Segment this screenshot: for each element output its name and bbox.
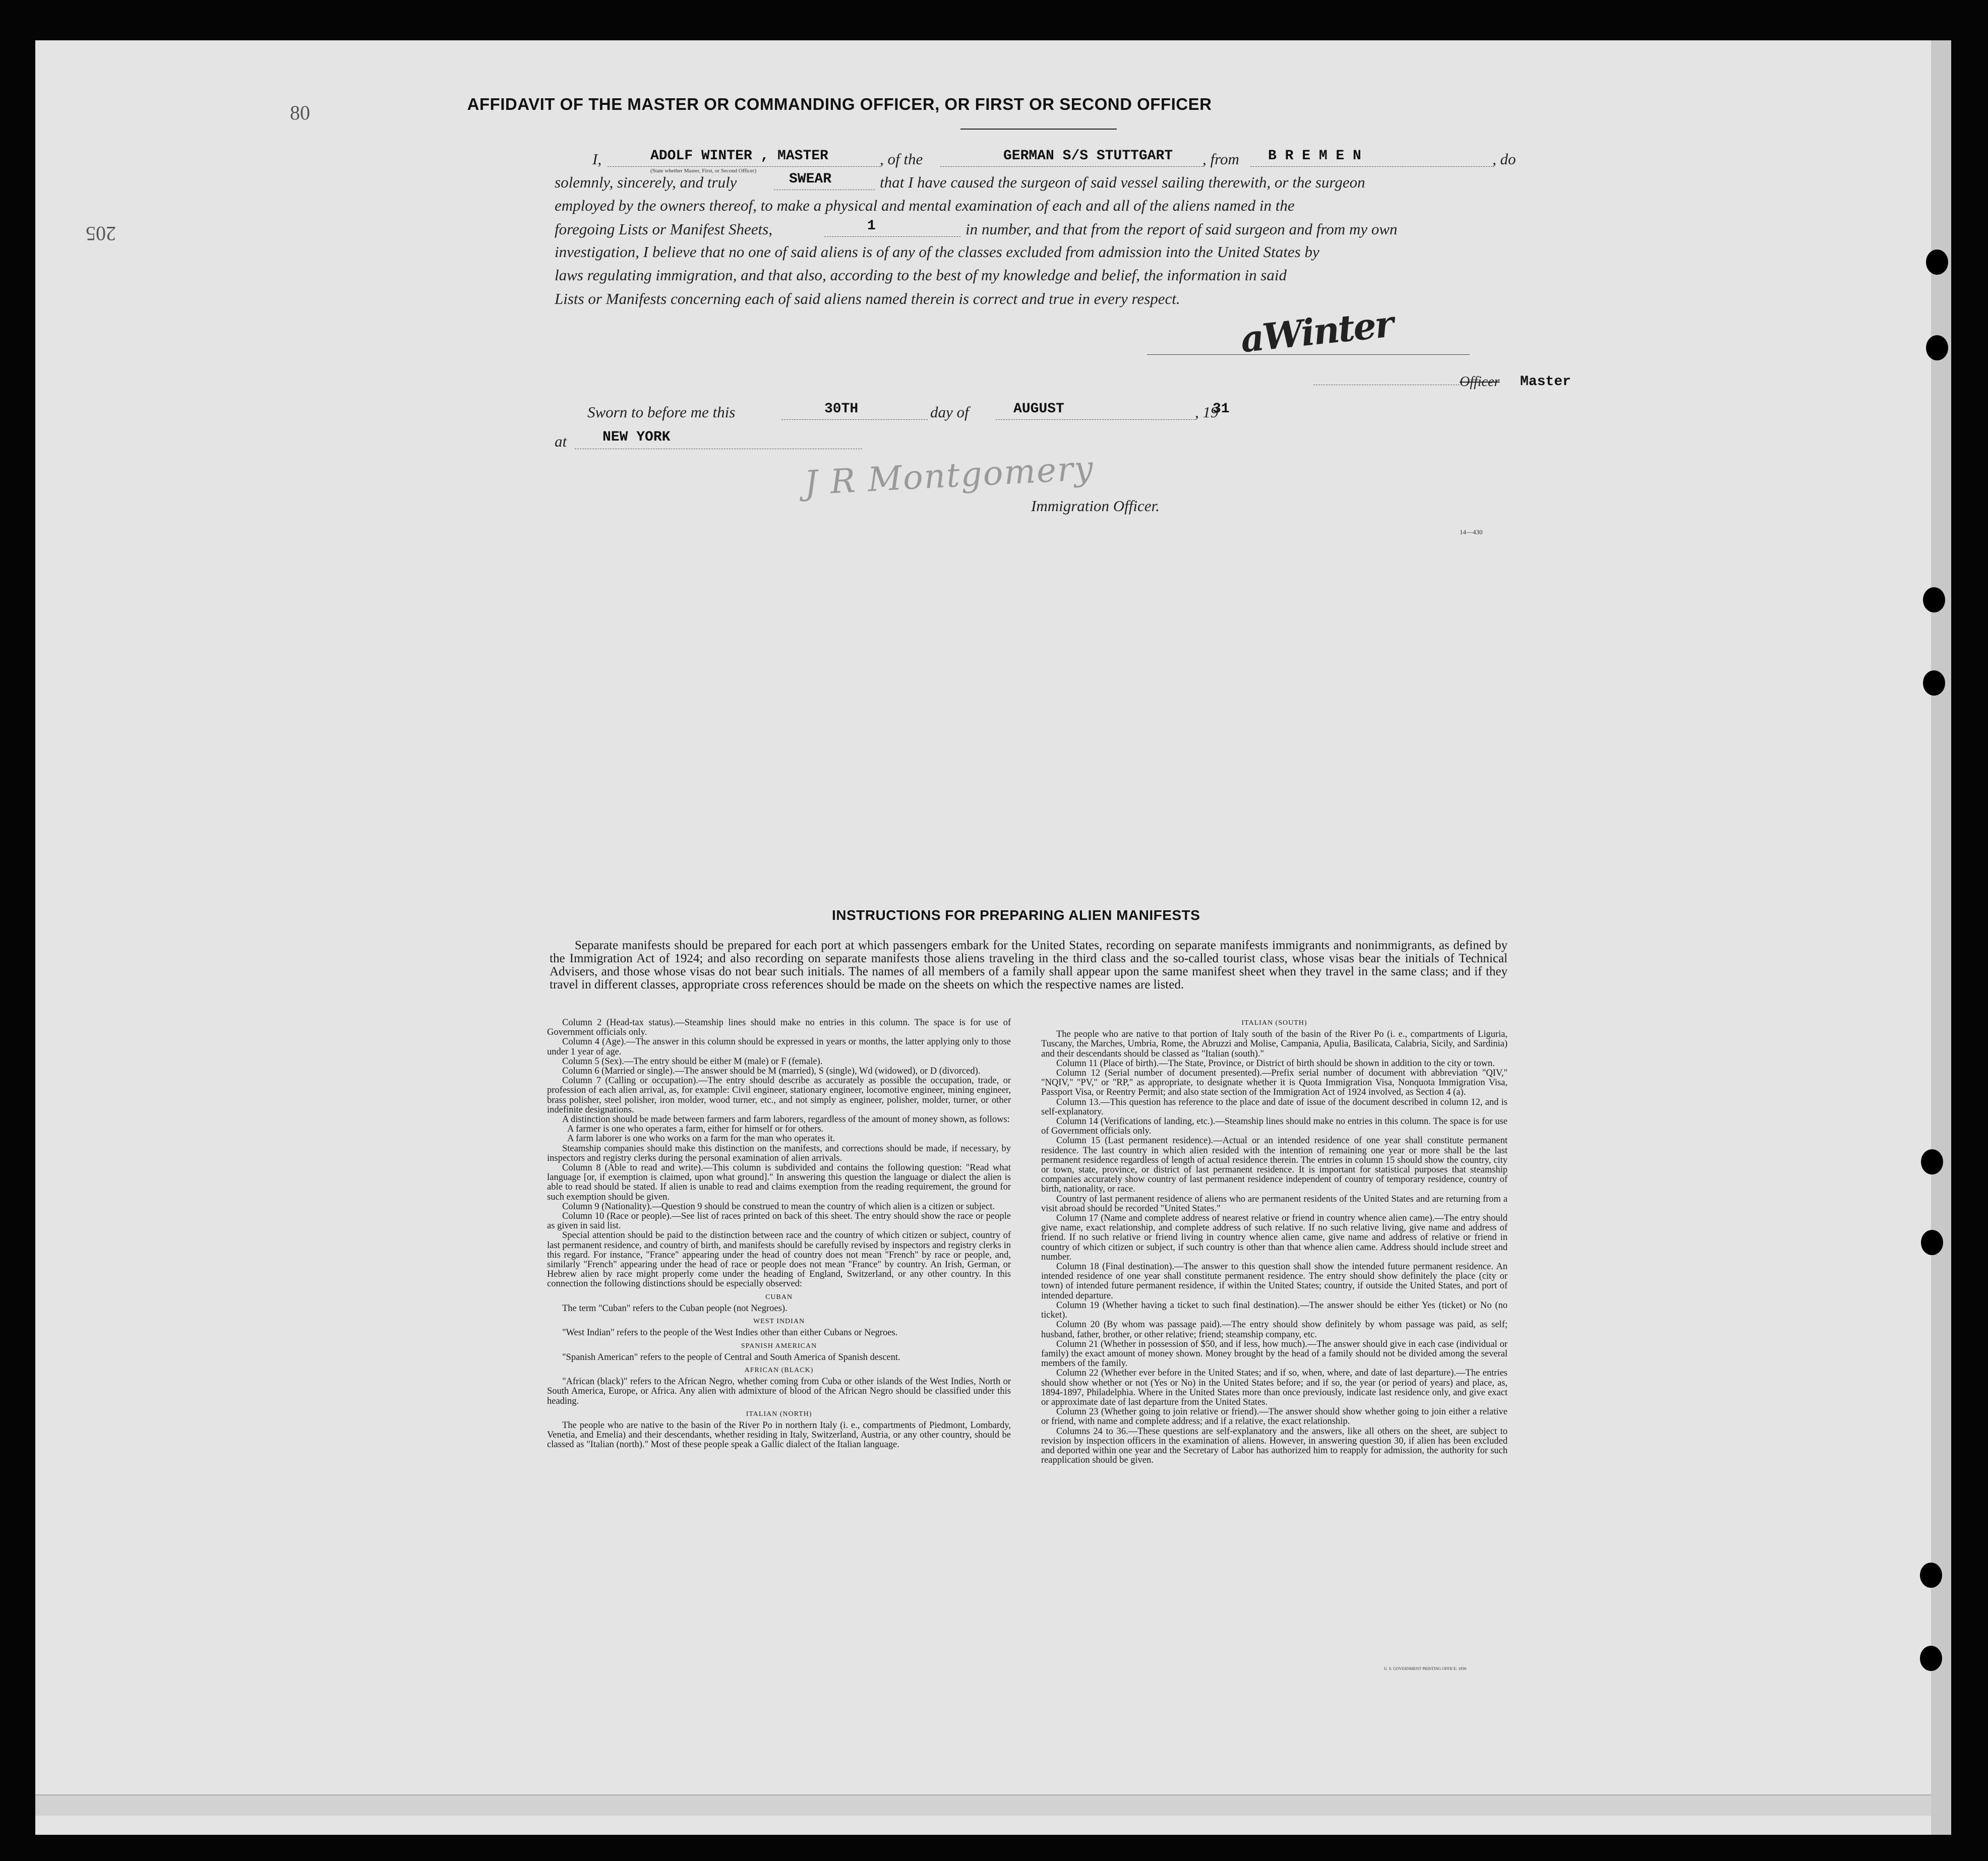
- binder-hole: [1921, 1149, 1943, 1174]
- manifest-sheet: [35, 40, 1933, 1835]
- margin-number-left: 205: [86, 222, 116, 245]
- title-underline: [960, 129, 1117, 130]
- instruction-paragraph: Column 7 (Calling or occupation).—The entry should describe as accurately as possible the occupation, trade, or profession of each alien arrival, as, for example: Civil engineer, stationary engineer, locomotive engineer, mining engineer, brass polisher, steel polisher, iron molder, wood turner, etc., and not simply as engineer, polisher, molder, turner, or other indefinite designations.: [547, 1076, 1011, 1115]
- sworn-day-of: day of: [930, 403, 969, 421]
- master-signature: aWinter: [1238, 302, 1395, 361]
- affidavit-do: , do: [1492, 150, 1516, 168]
- instructions-left-column: [547, 1018, 1011, 1450]
- instruction-paragraph: Column 19 (Whether having a ticket to such final destination).—The answer should be either Yes (ticket) or No (no ticket).: [1041, 1300, 1508, 1321]
- binder-hole: [1920, 1646, 1942, 1671]
- officer-signature: J R Montgomery: [803, 449, 1095, 503]
- section-heading: AFRICAN (BLACK): [744, 1366, 814, 1374]
- sheet-count: 1: [867, 218, 876, 234]
- instruction-paragraph: Column 13.—This question has reference to the place and date of issue of the document described in column 12, and is self-explanatory.: [1041, 1097, 1508, 1117]
- affidavit-line6: laws regulating immigration, and that also, according to the best of my knowledge and belief, the information in said: [555, 266, 1287, 284]
- instruction-paragraph: A distinction should be made between farmers and farm laborers, regardless of the amount of money shown, as follows:: [562, 1114, 1010, 1125]
- instruction-paragraph: Special attention should be paid to the distinction between race and the country of which citizen or subject, country of last permanent residence, and country of birth, and manifests should be carefully revised by inspectors and registry clerks in this regard. For instance, "France" appearing under the head of country does not mean "French" by race or people, and, similarly "French" appearing under the head of race or people does not mean "France" by country. An Irish, German, or Hebrew alien by race might properly come under the heading of England, Switzerland, or any other country. In this connection the following distinctions should be especially observed:: [547, 1230, 1011, 1289]
- affidavit-line7: Lists or Manifests concerning each of said aliens named therein is correct and true in every respect.: [555, 290, 1180, 307]
- instruction-paragraph: Steamship companies should make this distinction on the manifests, and corrections should be made, if necessary, by inspectors and registry clerks during the personal examination of alien arrivals.: [547, 1143, 1011, 1163]
- instruction-paragraph: The people who are native to that portion of Italy south of the basin of the River Po (i. e., compartments of Liguria, Tuscany, the Marches, Umbria, Rome, the Abruzzi and Molise, Campania, Apulia, Basilicata, Calabria, Sicily, and Sardinia) and their descendants should be classed as "Italian (south).": [1041, 1029, 1508, 1059]
- section-heading: ITALIAN (NORTH): [746, 1410, 812, 1418]
- instructions-right-column: [1041, 1018, 1508, 1465]
- role-hint: (State whether Master, First, or Second Officer): [650, 168, 757, 174]
- instruction-paragraph: "West Indian" refers to the people of the West Indies other than either Cubans or Negroes.: [562, 1328, 898, 1338]
- affidavit-line3: employed by the owners thereof, to make a physical and mental examination of each and all of the aliens named in the: [555, 197, 1295, 214]
- instruction-paragraph: A farmer is one who operates a farm, either for himself or for others.: [567, 1124, 824, 1135]
- binder-hole: [1920, 1563, 1942, 1588]
- margin-number-top: 80: [290, 101, 310, 124]
- sworn-year-prefix: , 19: [1195, 403, 1219, 421]
- instruction-paragraph: "Spanish American" refers to the people of Central and South America of Spanish descent.: [562, 1352, 900, 1362]
- vessel-name: GERMAN S/S STUTTGART: [1003, 148, 1173, 164]
- vessel-field: [940, 166, 1202, 167]
- section-heading: WEST INDIAN: [753, 1318, 805, 1326]
- sheet-count-field: [824, 236, 960, 237]
- instruction-paragraph: Column 4 (Age).—The answer in this column should be expressed in years or months, the latter applying only to those under 1 year of age.: [547, 1037, 1011, 1057]
- affidavit-title: AFFIDAVIT OF THE MASTER OR COMMANDING OFFICER, OR FIRST OR SECOND OFFICER: [467, 95, 1212, 113]
- instruction-paragraph: "African (black)" refers to the African Negro, whether coming from Cuba or other islands of the West Indies, North or South America, Europe, or Africa. Any alien with admixture of blood of the African Negro should be classified under this heading.: [547, 1377, 1011, 1406]
- sworn-prefix: Sworn to before me this: [587, 403, 736, 421]
- instruction-paragraph: Column 18 (Final destination).—The answer to this question shall show the intended future permanent residence. An intended residence of one year shall constitute permanent residence. The entry should show definitely the place (city or town) of intended future permanent residence, if within the United States; country, if outside the United States, and port of intended departure.: [1041, 1262, 1508, 1301]
- binder-hole: [1926, 250, 1948, 275]
- instruction-paragraph: Column 8 (Able to read and write).—This column is subdivided and contains the following question: "Read what language [or, if exemption is claimed, upon what ground]." In answering this question the language or dialect the alien is able to read should be stated. If alien is unable to read and claims exemption from the reading requirement, the ground for such exemption should be given.: [547, 1163, 1011, 1202]
- at-label: at: [555, 432, 567, 450]
- affidavit-line5: investigation, I believe that no one of said aliens is of any of the classes excluded from admission into the United States by: [555, 243, 1319, 261]
- section-heading: CUBAN: [765, 1293, 793, 1301]
- sworn-month-field: [996, 419, 1195, 420]
- master-name: ADOLF WINTER , MASTER: [650, 148, 828, 164]
- affidavit-line4-suffix: in number, and that from the report of said surgeon and from my own: [966, 220, 1398, 238]
- affidavit-line1-prefix: I,: [592, 150, 602, 168]
- instruction-paragraph: Column 2 (Head-tax status).—Steamship lines should make no entries in this column. The space is for use of Government officials only.: [547, 1018, 1011, 1038]
- instruction-paragraph: Column 11 (Place of birth).—The State, Province, or District of birth should be shown in addition to the city or town.: [1056, 1058, 1495, 1069]
- binder-hole: [1926, 335, 1948, 360]
- section-heading: SPANISH AMERICAN: [741, 1342, 817, 1350]
- instructions-title: INSTRUCTIONS FOR PREPARING ALIEN MANIFESTS: [832, 907, 1200, 923]
- instruction-paragraph: Column 10 (Race or people).—See list of races printed on back of this sheet. The entry should show the race or people as given in said list.: [547, 1211, 1011, 1231]
- instruction-paragraph: A farm laborer is one who works on a farm for the man who operates it.: [567, 1134, 835, 1144]
- affidavit-from: , from: [1202, 150, 1239, 168]
- port-from: B R E M E N: [1268, 148, 1361, 164]
- affidavit-line2-suffix: that I have caused the surgeon of said vessel sailing therewith, or the surgeon: [880, 173, 1365, 191]
- at-place: NEW YORK: [603, 429, 671, 445]
- printer-imprint: U. S. GOVERNMENT PRINTING OFFICE: 1930: [1384, 1666, 1467, 1671]
- oath-word: SWEAR: [789, 171, 832, 187]
- instruction-paragraph: Column 14 (Verifications of landing, etc.).—Steamship lines should make no entries in this column. The space is for use of Government officials only.: [1041, 1116, 1508, 1137]
- sworn-day-field: [781, 419, 928, 420]
- instruction-paragraph: Column 21 (Whether in possession of $50, and if less, how much).—The answer should give in each case (individual or family) the exact amount of money shown. Money brought by the head of a family should not be divided among the several members of the family.: [1041, 1339, 1508, 1369]
- instruction-paragraph: Column 5 (Sex).—The entry should be either M (male) or F (female).: [562, 1056, 823, 1067]
- affidavit-line2-prefix: solemnly, sincerely, and truly: [555, 173, 737, 191]
- instruction-paragraph: Columns 24 to 36.—These questions are self-explanatory and the answers, like all others on the sheet, are subject to revision by inspection officers in the examination of aliens. However, in answering question 30, if alien has been excluded and deported within one year and the Secretary of Labor has authorized him to reapply for admission, the authority for such reapplication should be given.: [1041, 1426, 1508, 1466]
- officer-typed: Master: [1520, 374, 1571, 390]
- binder-hole: [1923, 670, 1945, 696]
- sheet-bottom-edge: [35, 1794, 1931, 1816]
- sworn-year: 31: [1213, 401, 1230, 417]
- instructions-intro: Separate manifests should be prepared for each port at which passengers embark for the United States, recording on separate manifests immigrants and nonimmigrants, as defined by the Immigration Act of 1924; and also recording on separate manifests those aliens traveling in the third class and the so-called tourist class, whose visas bear the initials of Technical Advisers, and those whose visas do not bear such initials. The names of all members of a family shall appear upon the same manifest sheet when they travel in the same class; and if they travel in different classes, appropriate cross references should be made on the sheets on which the respective names are listed.: [550, 939, 1508, 991]
- instruction-paragraph: Country of last permanent residence of aliens who are permanent residents of the United States and are returning from a visit abroad should be recorded "United States.": [1041, 1194, 1508, 1214]
- instruction-paragraph: The term "Cuban" refers to the Cuban people (not Negroes).: [562, 1303, 788, 1314]
- instruction-paragraph: Column 20 (By whom was passage paid).—The entry should show definitely by whom passage was paid, as self; husband, father, brother, or other relative; friend; steamship company, etc.: [1041, 1320, 1508, 1340]
- instruction-paragraph: Column 23 (Whether going to join relative or friend).—The answer should show whether going to join either a relative or friend, with name and complete address; and if a relative, the exact relationship.: [1041, 1407, 1508, 1427]
- sworn-day: 30TH: [824, 401, 859, 417]
- master-name-field: [608, 166, 880, 167]
- affidavit-of-the: , of the: [880, 150, 923, 168]
- instruction-paragraph: Column 9 (Nationality).—Question 9 should be construed to mean the country of which alien is a citizen or subject.: [562, 1201, 995, 1212]
- instruction-paragraph: Column 15 (Last permanent residence).—Actual or an intended residence of one year shall constitute permanent residence. The last country in which alien resided with the intention of remaining one year or more shall be the last permanent residence regardless of length of actual residence therein. The entries in column 15 should show the country, city or town, state, province, or district of last permanent residence. It is important for statistical purposes that steamship companies accurately show country of last permanent residence independent of country of temporary residence, country of birth, nationality, or race.: [1041, 1136, 1508, 1195]
- signature-line: [1147, 354, 1470, 355]
- binder-hole: [1923, 587, 1945, 612]
- form-number: 14—430: [1460, 528, 1483, 536]
- port-field: [1250, 166, 1492, 167]
- officer-word-struck: Officer: [1460, 374, 1500, 390]
- immigration-officer-label: Immigration Officer.: [1031, 497, 1160, 515]
- instruction-paragraph: The people who are native to the basin of the River Po in northern Italy (i. e., compartments of Piedmont, Lombardy, Venetia, and Emelia) and their descendants, whether residing in Italy, Switzerland, Austria, or any other country, should be classed as "Italian (north)." Most of these people speak a Gallic dialect of the Italian language.: [547, 1420, 1011, 1450]
- affidavit-line4-prefix: foregoing Lists or Manifest Sheets,: [555, 220, 772, 238]
- section-heading: ITALIAN (SOUTH): [1241, 1019, 1307, 1027]
- instruction-paragraph: Column 12 (Serial number of document presented).—Prefix serial number of document with abbreviation "QIV," "NQIV," "PV," or "RP," as appropriate, to designate whether it is Quota Immigration Visa, Nonquota Immigration Visa, Passport Visa, or Reentry Permit; and also state section of the Immigration Act of 1924 involved, as Section 4 (a).: [1041, 1068, 1508, 1098]
- sworn-month: AUGUST: [1013, 401, 1064, 417]
- instruction-paragraph: Column 17 (Name and complete address of nearest relative or friend in country whence alien came).—The entry should give name, exact relationship, and complete address of such relative. If no such relative living, give name and address of friend. If no such relative or friend living in country whence alien came, give name and address of relative or friend in country of which citizen or subject, if such country is other than that whence alien came. Address should include street and number.: [1041, 1213, 1508, 1262]
- instruction-paragraph: Column 22 (Whether ever before in the United States; and if so, when, where, and date of last departure).—The entries should show whether or not (Yes or No) in the United States before; and if so, the year (or period of years) and place, as, 1894-1897, Philadelphia. Where in the United States more than once previously, indicate last residence only, and give exact or approximate date of last departure from the United States.: [1041, 1368, 1508, 1407]
- binder-hole: [1921, 1230, 1943, 1255]
- instruction-paragraph: Column 6 (Married or single).—The answer should be M (married), S (single), Wd (widowed), or D (divorced).: [562, 1066, 981, 1077]
